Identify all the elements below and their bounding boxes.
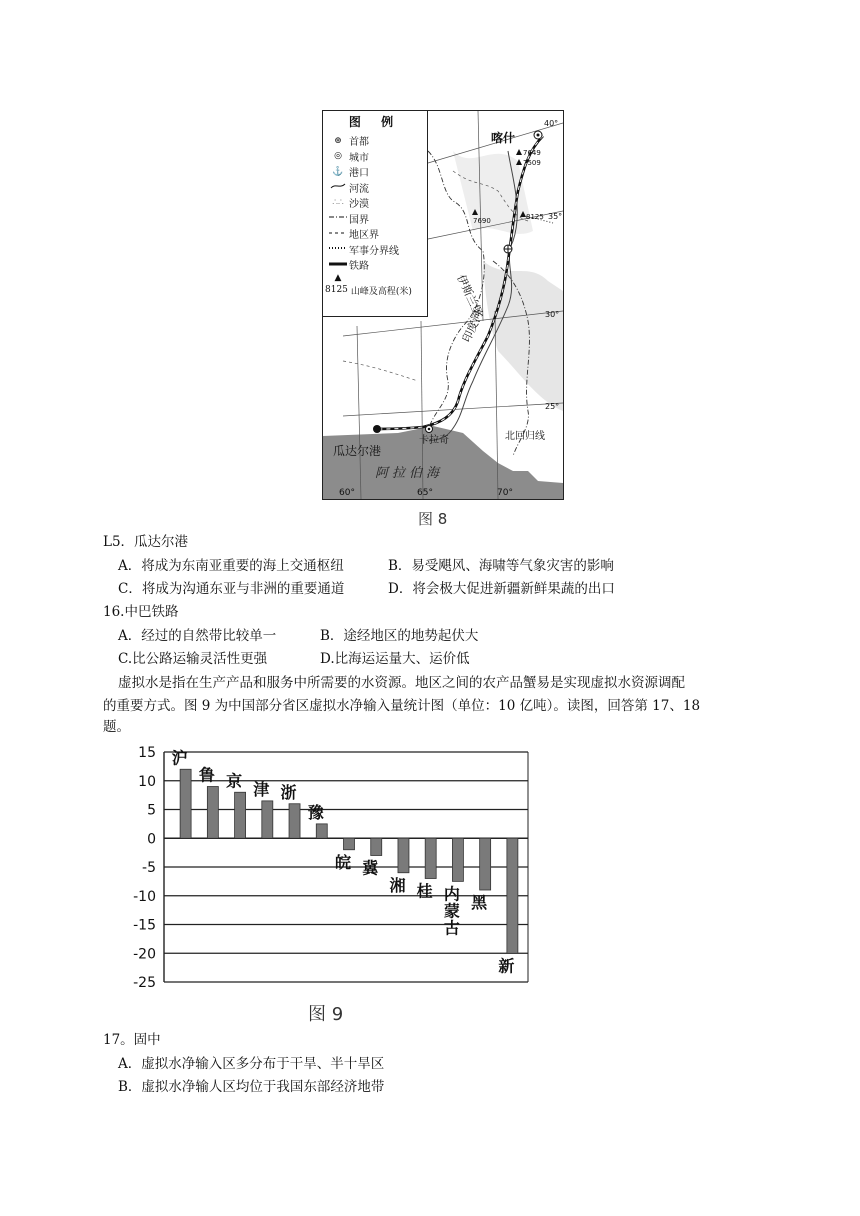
legend-item — [323, 283, 427, 299]
category-label: 湘 — [389, 875, 406, 895]
bar-沪 — [180, 769, 191, 838]
figure-9-chart — [118, 742, 538, 992]
national-border-icon — [327, 213, 349, 223]
city-icon: ◎ — [334, 151, 342, 162]
legend-label: 地区界 — [349, 230, 379, 242]
y-tick-label: -25 — [133, 975, 156, 991]
category-label: 浙 — [280, 782, 297, 802]
bar-京 — [235, 792, 246, 838]
bar-湘 — [398, 838, 409, 873]
legend-label: 河流 — [349, 183, 369, 195]
category-label: 新 — [498, 956, 515, 976]
desert-icon: ∴∴ — [332, 197, 344, 208]
category-label: 冀 — [362, 858, 379, 878]
q15-option-d: D．将会极大促进新疆新鲜果蔬的出口 — [388, 581, 615, 597]
lon-label: 65° — [417, 488, 433, 498]
legend-item — [323, 133, 427, 149]
peak-icon: ▲ — [334, 272, 342, 283]
legend-label: 国界 — [349, 214, 369, 226]
category-label: 鲁 — [198, 765, 215, 785]
figure-9-caption: 图 9 — [308, 1004, 344, 1025]
tropic-of-cancer-label: 北回归线 — [505, 431, 545, 442]
lat-label: 35° — [548, 212, 563, 221]
category-label: 黑 — [471, 893, 488, 912]
y-tick-label: -10 — [133, 888, 156, 905]
q16-option-b: B．途经地区的地势起伏大 — [320, 628, 479, 644]
question-15-stem: L5．瓜达尔港 — [103, 534, 189, 550]
category-label: 桂 — [416, 881, 433, 901]
peak-label: 7690 — [473, 217, 491, 225]
lat-label: 25° — [545, 402, 560, 411]
y-tick-label: -20 — [133, 946, 156, 963]
category-label: 内 — [443, 884, 460, 904]
y-tick-label: 10 — [138, 773, 156, 790]
lat-label: 30° — [545, 310, 560, 319]
q17-option-b: B．虚拟水净输人区均位于我国东部经济地带 — [118, 1079, 385, 1095]
legend-item — [323, 195, 427, 211]
legend-label: 铁路 — [349, 261, 369, 273]
lon-label: 70° — [497, 488, 513, 498]
peak-label: 7509 — [523, 159, 541, 167]
bar-黑 — [480, 838, 491, 890]
intro-paragraph-line: 虚拟水是指在生产产品和服务中所需要的水资源。地区之间的农产品蟹易是实现虚拟水资源调配 — [118, 675, 685, 691]
category-label: 蒙 — [443, 901, 460, 921]
bar-桂 — [425, 838, 436, 878]
bar-津 — [262, 801, 273, 838]
category-label: 古 — [443, 918, 460, 938]
legend-label: 军事分界线 — [349, 245, 399, 257]
legend-label: 沙漠 — [349, 199, 369, 211]
arabian-sea-label: 阿拉伯海 — [375, 466, 444, 481]
bar-内蒙古 — [452, 838, 463, 881]
peak-label: 8125 — [526, 213, 544, 221]
legend-item — [323, 164, 427, 180]
legend-item — [323, 211, 427, 227]
legend-item — [323, 226, 427, 242]
y-tick-label: -5 — [142, 860, 156, 876]
category-label: 沪 — [171, 748, 188, 768]
regional-border-icon — [327, 229, 349, 239]
capital-icon: ⊛ — [334, 135, 342, 146]
q15-option-a: A．将成为东南亚重要的海上交通枢纽 — [118, 558, 344, 574]
virtual-water-bar-chart — [118, 742, 538, 992]
legend-item — [323, 242, 427, 258]
military-line-icon — [327, 244, 349, 254]
figure-8-caption: 图 8 — [418, 510, 448, 528]
bar-冀 — [371, 838, 382, 855]
bar-浙 — [289, 804, 300, 839]
peak-label: 7649 — [523, 149, 541, 157]
y-tick-label: 0 — [147, 831, 156, 848]
islamabad-label: 伊斯兰堡 — [454, 272, 485, 319]
intro-paragraph-line: 的重要方式。图 9 为中国部分省区虚拟水净输入量统计图（单位：10 亿吨）。读图，回答第 17、18 — [103, 698, 701, 714]
kashgar-label: 喀什 — [491, 131, 516, 145]
legend-label: 山峰及高程(米) — [350, 286, 412, 297]
bar-皖 — [344, 838, 355, 850]
question-16-stem: 16.中巴铁路 — [103, 604, 179, 620]
q17-option-a: A．虚拟水净输入区多分布于干旱、半十旱区 — [118, 1056, 385, 1072]
legend-item — [323, 180, 427, 196]
category-label: 津 — [253, 779, 270, 799]
q16-option-a: A．经过的自然带比较单一 — [118, 628, 277, 644]
category-label: 京 — [226, 771, 243, 791]
q15-option-b: B．易受飓风、海啸等气象灾害的影响 — [388, 558, 614, 574]
legend-label: 港口 — [349, 168, 369, 180]
q16-option-c: C.比公路运输灵活性更强 — [118, 651, 268, 667]
karachi-label: 卡拉奇 — [419, 435, 449, 446]
gwadar-label: 瓜达尔港 — [333, 444, 382, 458]
indus-river-label: 印度河 — [459, 308, 486, 345]
lon-label: 60° — [339, 488, 355, 498]
lat-label: 40° — [544, 119, 559, 128]
legend-peak-value: 8125 — [325, 285, 348, 296]
figure-8-map — [322, 110, 564, 500]
y-tick-label: -15 — [133, 917, 156, 934]
railway-icon — [327, 260, 349, 270]
bar-新 — [507, 838, 518, 953]
category-label: 豫 — [307, 802, 324, 822]
y-tick-label: 5 — [147, 802, 156, 819]
legend-title: 图 例 — [348, 115, 402, 129]
intro-paragraph-line: 题。 — [103, 719, 130, 735]
port-icon: ⚓ — [332, 166, 344, 177]
legend-item — [323, 273, 427, 283]
bar-鲁 — [207, 787, 218, 839]
q15-option-c: C．将成为沟通东亚与非洲的重要通道 — [118, 581, 345, 597]
river-icon — [327, 182, 349, 193]
legend-item — [323, 257, 427, 273]
q16-option-d: D.比海运运量大、运价低 — [320, 651, 470, 667]
bar-豫 — [316, 824, 327, 838]
legend-label: 城市 — [349, 152, 369, 164]
map-legend — [323, 111, 428, 317]
y-tick-label: 15 — [138, 745, 156, 761]
category-label: 皖 — [334, 852, 352, 872]
legend-item — [323, 149, 427, 165]
question-17-stem: 17。固中 — [103, 1032, 161, 1048]
legend-label: 首都 — [349, 137, 369, 149]
